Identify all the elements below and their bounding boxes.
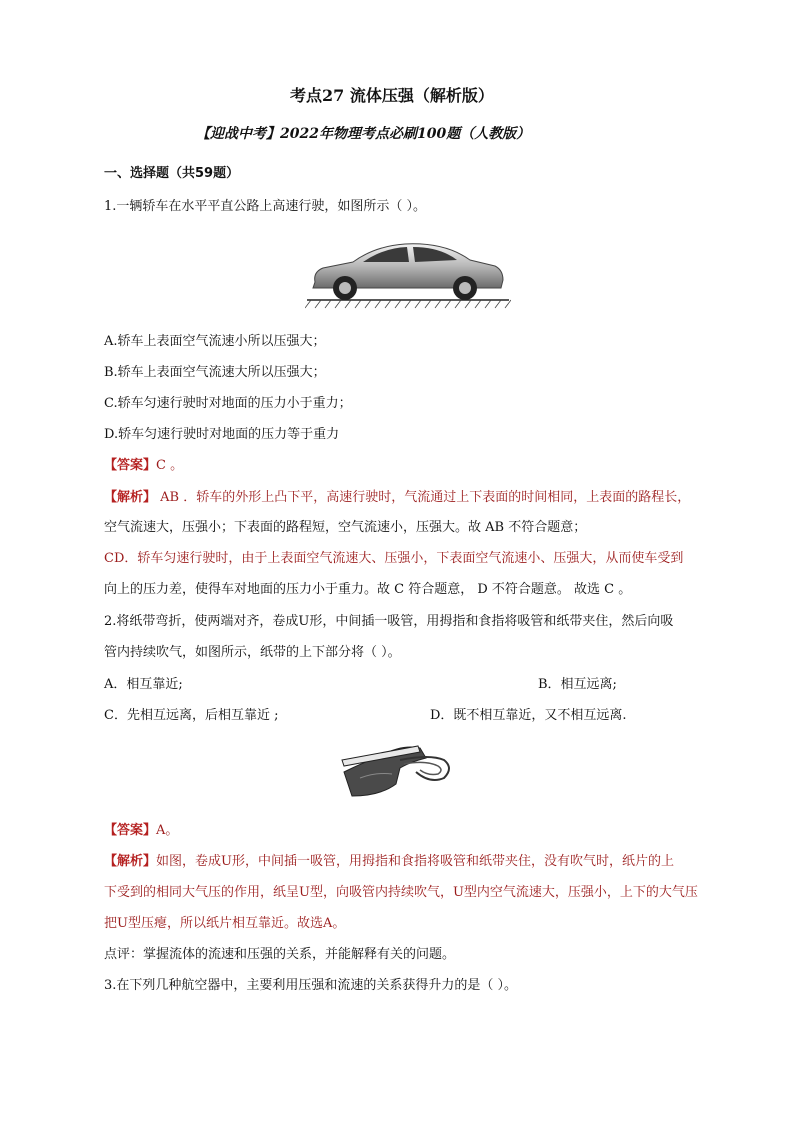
q2-comment: 点评：掌握流体的流速和压强的关系，并能解释有关的问题。 [104, 947, 456, 962]
q2-answer [104, 821, 178, 841]
page-title: 考点27 流体压强（解析版） [290, 86, 494, 105]
car-image [305, 228, 511, 310]
section-heading: 一、选择题（共59题） [104, 166, 240, 181]
page-subtitle: 【迎战中考】2022年物理考点必刷100题（人教版） [196, 126, 531, 142]
q1-analysis-line-2: 空气流速大，压强小；下表面的路程短，空气流速小，压强大。故 AB 不符合题意； [104, 520, 587, 535]
q2-option-a: A．相互靠近; [104, 677, 183, 692]
q2-analysis-line-2: 下受到的相同大气压的作用，纸呈U型，向吸管内持续吹气，U型内空气流速大，压强小，上下的大气压 [104, 885, 698, 900]
answer-label: 【答案】 [104, 458, 157, 473]
q1-option-a: A.轿车上表面空气流速小所以压强大； [104, 334, 326, 349]
analysis-label: 【解析】 [104, 854, 157, 869]
analysis-text: AB ．轿车的外形上凸下平，高速行驶时，气流通过上下表面的时间相同，上表面的路程长， [156, 490, 691, 505]
answer-label: 【答案】 [104, 823, 157, 838]
q2-option-b: B．相互远离; [538, 677, 617, 692]
q2-stem-line-2: 管内持续吹气，如图所示，纸带的上下部分将（ ）。 [104, 645, 401, 660]
answer-value: C 。 [156, 458, 184, 473]
q1-option-b: B.轿车上表面空气流速大所以压强大； [104, 365, 326, 380]
q2-stem-line-1: 2.将纸带弯折，使两端对齐，卷成U形，中间插一吸管，用拇指和食指将吸管和纸带夹住，然后向吸 [104, 614, 674, 629]
answer-value: A。 [156, 823, 179, 838]
q2-option-c: C．先相互远离，后相互靠近 ; [104, 708, 279, 723]
q2-analysis-line-3: 把U型压瘪，所以纸片相互靠近。故选A。 [104, 916, 346, 931]
q3-stem: 3.在下列几种航空器中，主要利用压强和流速的关系获得升力的是（ ）。 [104, 978, 518, 993]
q1-answer [104, 456, 183, 476]
analysis-label: 【解析】 [104, 490, 157, 505]
q1-analysis-line-1 [104, 488, 690, 508]
q1-option-d: D.轿车匀速行驶时对地面的压力等于重力 [104, 427, 340, 442]
analysis-text: 如图，卷成U形，中间插一吸管，用拇指和食指将吸管和纸带夹住，没有吹气时，纸片的上 [156, 854, 674, 869]
q2-option-d: D．既不相互靠近，又不相互远离. [430, 708, 627, 723]
q1-option-c: C.轿车匀速行驶时对地面的压力小于重力； [104, 396, 352, 411]
paper-straw-image [340, 738, 456, 802]
q1-analysis-line-4: 向上的压力差，使得车对地面的压力小于重力。故 C 符合题意， D 不符合题意。 故选 C 。 [104, 582, 632, 597]
q1-stem: 1.一辆轿车在水平平直公路上高速行驶，如图所示（ ）。 [104, 199, 427, 214]
q2-analysis-line-1 [104, 852, 674, 872]
q1-analysis-line-3: CD．轿车匀速行驶时，由于上表面空气流速大、压强小，下表面空气流速小、压强大，从而使车受到 [104, 551, 684, 566]
